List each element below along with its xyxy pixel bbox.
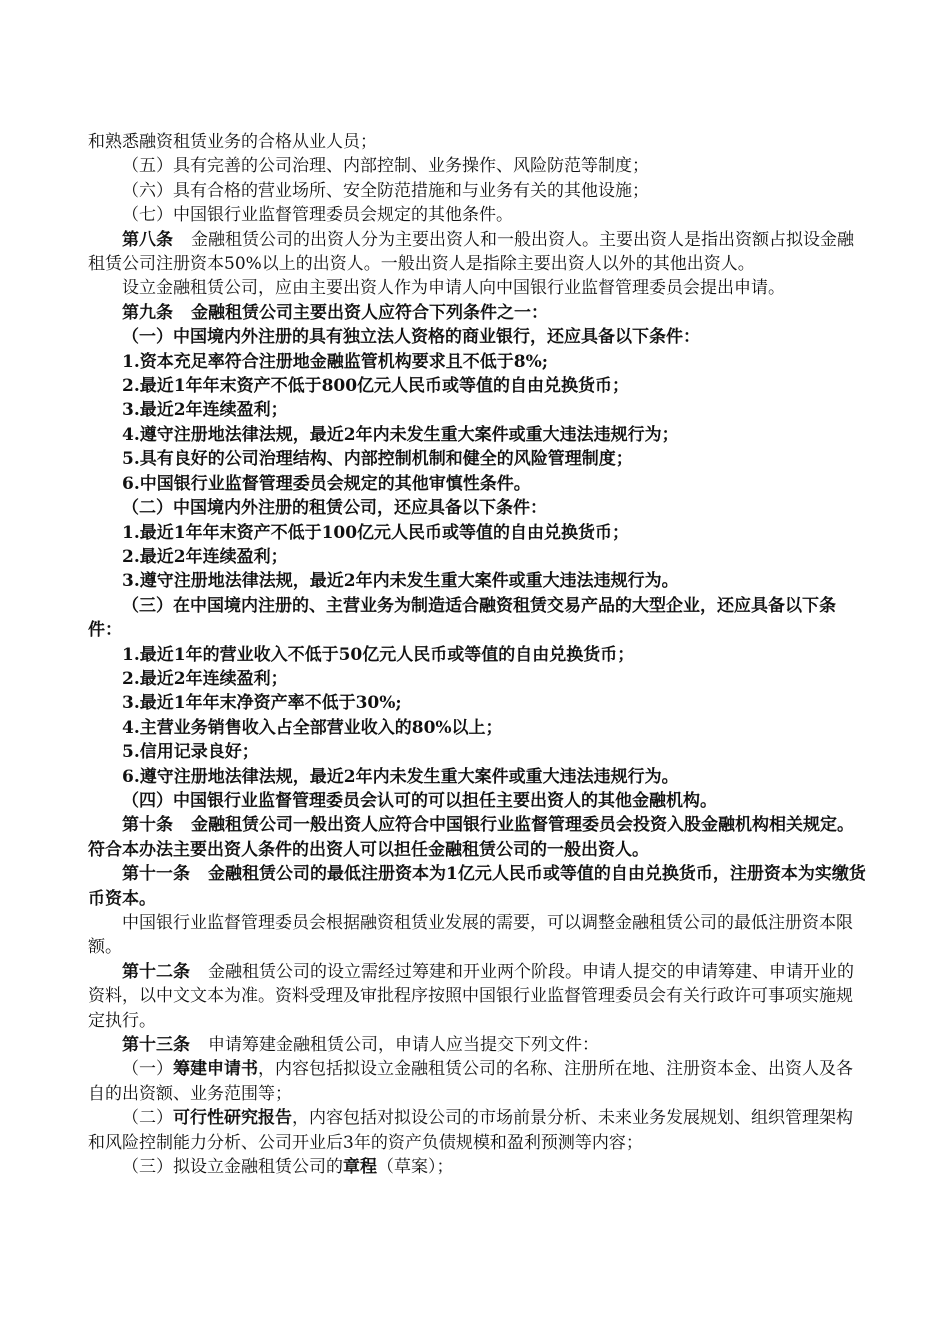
- document-body: [88, 130, 868, 1179]
- article-heading: 第十二条: [122, 961, 190, 982]
- paragraph: 中国银行业监督管理委员会根据融资租赁业发展的需要，可以调整金融租赁公司的最低注册资本限额。: [88, 913, 853, 958]
- article-heading: 第十三条: [122, 1035, 190, 1056]
- article-text: 金融租赁公司的最低注册资本为1亿元人民币或等值的自由兑换货币，注册资本为实缴货币资本。: [88, 864, 866, 909]
- condition-item: 2.最近2年连续盈利；: [122, 546, 288, 567]
- article-9: [88, 301, 868, 325]
- condition-item: 3.最近2年连续盈利；: [122, 400, 288, 421]
- condition-item: 4.主营业务销售收入占全部营业收入的80%以上；: [122, 717, 503, 738]
- item-text: ，内容包括对拟设公司的市场前景分析、未来业务发展规划、组织管理架构和风险控制能力分析、公司开业后3年的资产负债规模和盈利预测等内容；: [88, 1108, 853, 1153]
- condition-heading: （一）中国境内外注册的具有独立法人资格的商业银行，还应具备以下条件：: [122, 327, 700, 348]
- item-prefix: （三）拟设立金融租赁公司的: [122, 1157, 343, 1178]
- condition-item: （七）中国银行业监督管理委员会规定的其他条件。: [122, 205, 513, 226]
- condition-item: 3.最近1年年末净资产率不低于30%;: [122, 693, 402, 714]
- paragraph: 和熟悉融资租赁业务的合格从业人员；: [88, 132, 377, 152]
- article-heading: 第九条: [122, 302, 173, 323]
- article-text: 申请筹建金融租赁公司，申请人应当提交下列文件：: [208, 1035, 599, 1056]
- condition-item: 1.最近1年的营业收入不低于50亿元人民币或等值的自由兑换货币；: [122, 644, 635, 665]
- article-13: [88, 1033, 868, 1057]
- condition-item: 2.最近2年连续盈利；: [122, 668, 288, 689]
- article-text: 金融租赁公司主要出资人应符合下列条件之一：: [191, 302, 548, 323]
- article-heading: 第八条: [122, 229, 173, 250]
- item-keyword: 筹建申请书: [173, 1059, 258, 1080]
- document-item: [88, 1106, 868, 1155]
- article-12: [88, 960, 868, 1033]
- condition-item: 2.最近1年年末资产不低于800亿元人民币或等值的自由兑换货币；: [122, 376, 630, 397]
- article-10: [88, 813, 868, 862]
- article-heading: 第十一条: [122, 864, 190, 885]
- condition-item: （五）具有完善的公司治理、内部控制、业务操作、风险防范等制度；: [122, 156, 649, 177]
- item-keyword: 可行性研究报告: [173, 1108, 292, 1129]
- condition-item: 1.资本充足率符合注册地金融监管机构要求且不低于8%;: [122, 351, 549, 372]
- item-prefix: （二）: [122, 1108, 173, 1129]
- condition-heading: （三）在中国境内注册的、主营业务为制造适合融资租赁交易产品的大型企业，还应具备以下条件：: [88, 595, 836, 641]
- article-text: 金融租赁公司一般出资人应符合中国银行业监督管理委员会投资入股金融机构相关规定。符合本办法主要出资人条件的出资人可以担任金融租赁公司的一般出资人。: [88, 815, 854, 860]
- condition-item: 6.遵守注册地法律法规，最近2年内未发生重大案件或重大违法违规行为。: [122, 766, 679, 787]
- condition-item: 6.中国银行业监督管理委员会规定的其他审慎性条件。: [122, 473, 531, 494]
- article-8: [88, 228, 868, 277]
- condition-item: （六）具有合格的营业场所、安全防范措施和与业务有关的其他设施；: [122, 180, 649, 201]
- condition-item: 5.具有良好的公司治理结构、内部控制机制和健全的风险管理制度；: [122, 449, 633, 470]
- item-keyword: 章程: [343, 1157, 377, 1178]
- condition-heading: （二）中国境内外注册的租赁公司，还应具备以下条件：: [122, 498, 547, 519]
- document-item: [88, 1155, 868, 1179]
- paragraph: 设立金融租赁公司，应由主要出资人作为申请人向中国银行业监督管理委员会提出申请。: [122, 278, 785, 299]
- article-heading: 第十条: [122, 815, 173, 836]
- article-text: 金融租赁公司的出资人分为主要出资人和一般出资人。主要出资人是指出资额占拟设金融租赁公司注册资本50%以上的出资人。一般出资人是指除主要出资人以外的其他出资人。: [88, 229, 854, 275]
- article-text: 金融租赁公司的设立需经过筹建和开业两个阶段。申请人提交的申请筹建、申请开业的资料，以中文文本为准。资料受理及审批程序按照中国银行业监督管理委员会有关行政许可事项实施规定执行。: [88, 961, 854, 1031]
- condition-heading: （四）中国银行业监督管理委员会认可的可以担任主要出资人的其他金融机构。: [122, 790, 717, 811]
- condition-item: 1.最近1年年末资产不低于100亿元人民币或等值的自由兑换货币；: [122, 522, 630, 543]
- article-11: [88, 862, 868, 911]
- item-text: ，内容包括拟设立金融租赁公司的名称、注册所在地、注册资本金、出资人及各自的出资额、业务范围等；: [88, 1059, 853, 1104]
- document-item: [88, 1057, 868, 1106]
- item-prefix: （一）: [122, 1059, 173, 1080]
- item-text: （草案）；: [377, 1157, 454, 1178]
- condition-item: 3.遵守注册地法律法规，最近2年内未发生重大案件或重大违法违规行为。: [122, 571, 679, 592]
- condition-item: 4.遵守注册地法律法规，最近2年内未发生重大案件或重大违法违规行为；: [122, 424, 679, 445]
- condition-item: 5.信用记录良好；: [122, 742, 259, 763]
